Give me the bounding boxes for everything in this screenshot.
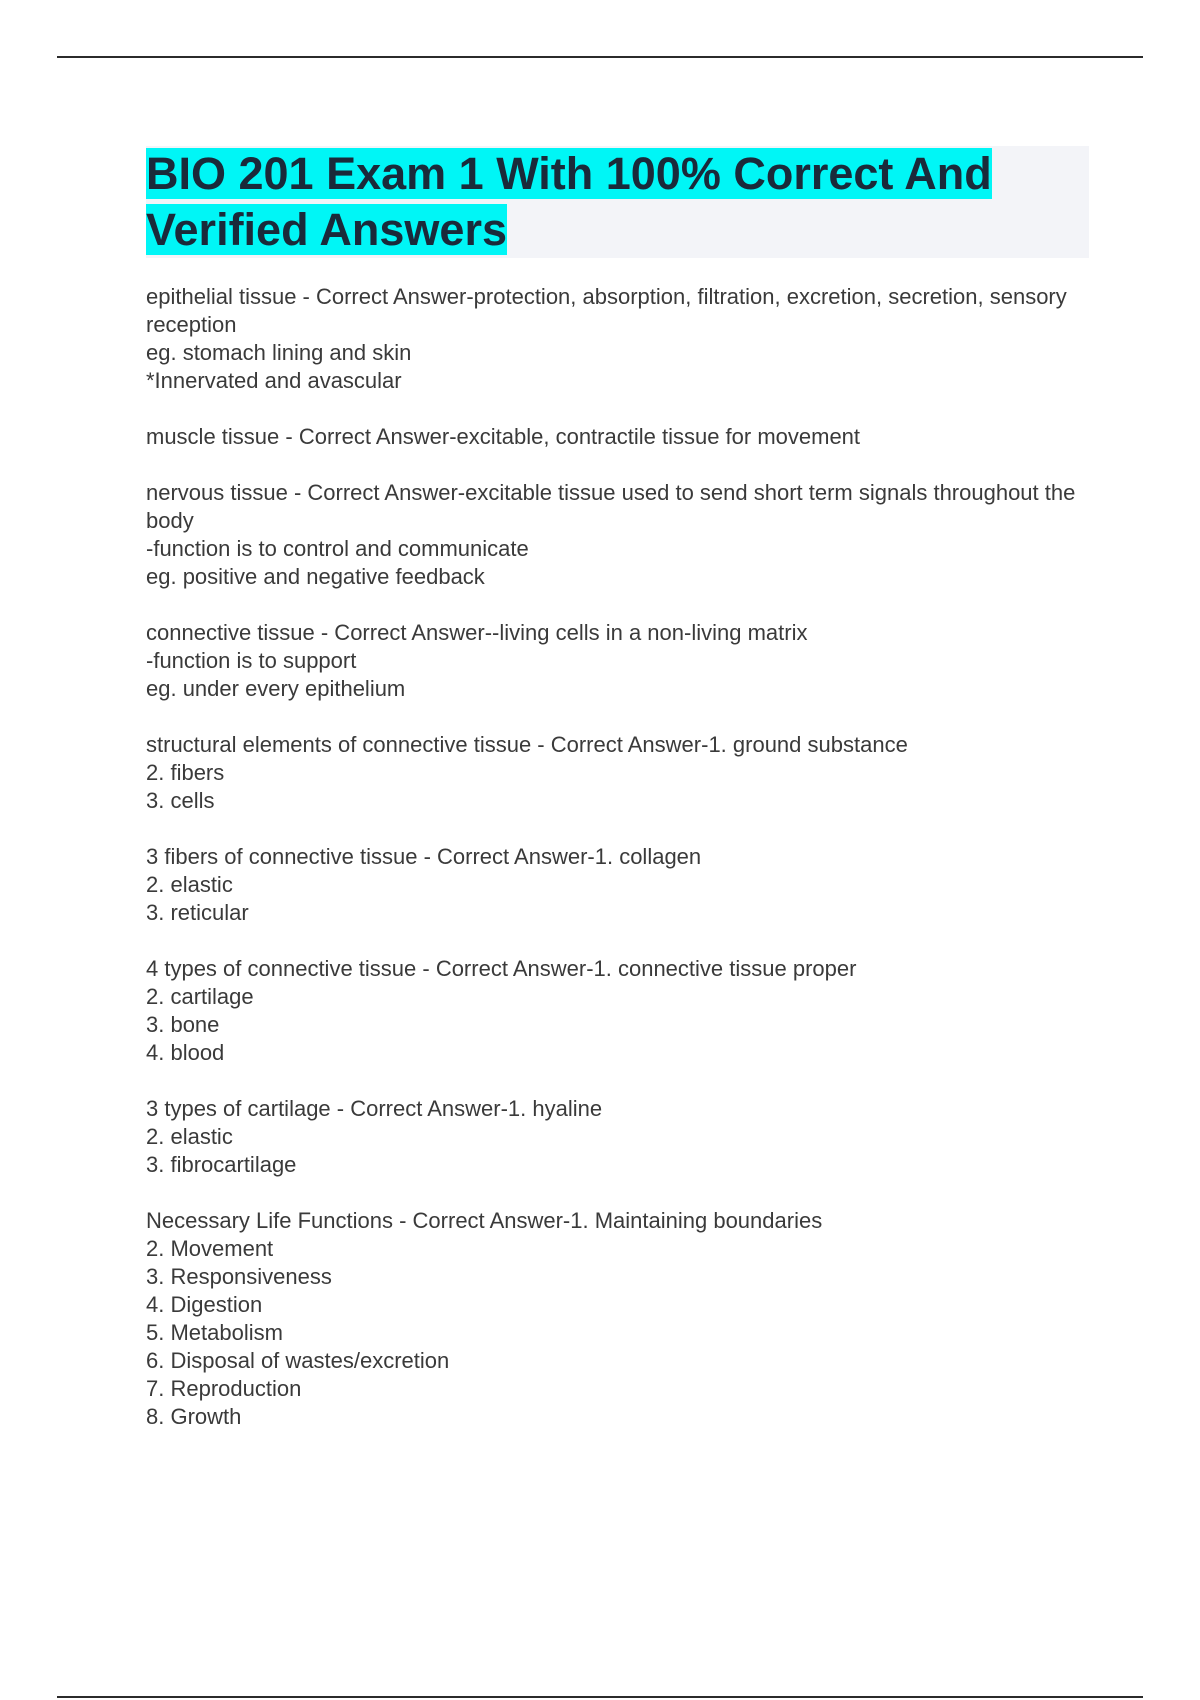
- entry-line: 2. cartilage: [146, 984, 254, 1009]
- entry-line: 7. Reproduction: [146, 1376, 302, 1401]
- entry-line: connective tissue - Correct Answer--living cells in a non-living matrix: [146, 620, 808, 645]
- entry-line: 4 types of connective tissue - Correct Answer-1. connective tissue proper: [146, 956, 857, 981]
- entry-epithelial-tissue: [146, 283, 1096, 395]
- entry-muscle-tissue: [146, 423, 1096, 451]
- entry-line: 3. reticular: [146, 900, 249, 925]
- entry-line: 8. Growth: [146, 1404, 242, 1429]
- entry-line: Necessary Life Functions - Correct Answer-1. Maintaining boundaries: [146, 1208, 823, 1233]
- entry-structural-elements: [146, 731, 1096, 815]
- entry-line: epithelial tissue - Correct Answer-protection, absorption, filtration, excretion, secretion, sensory reception: [146, 284, 1067, 337]
- document-title: [146, 146, 1089, 258]
- entry-life-functions: [146, 1207, 1096, 1431]
- entry-line: eg. stomach lining and skin: [146, 340, 412, 365]
- entry-line: *Innervated and avascular: [146, 368, 402, 393]
- header-rule: [57, 56, 1143, 58]
- entry-line: 3. cells: [146, 788, 215, 813]
- entry-line: -function is to support: [146, 648, 357, 673]
- entry-line: -function is to control and communicate: [146, 536, 529, 561]
- footer-rule: [57, 1696, 1143, 1698]
- entry-line: nervous tissue - Correct Answer-excitable tissue used to send short term signals throughout the body: [146, 480, 1076, 533]
- document-body: [146, 283, 1096, 1459]
- title-highlight: BIO 201 Exam 1 With 100% Correct And Verified Answers: [146, 148, 992, 255]
- entry-line: 3. fibrocartilage: [146, 1152, 297, 1177]
- title-block: [146, 146, 1089, 258]
- entry-line: muscle tissue - Correct Answer-excitable, contractile tissue for movement: [146, 424, 861, 449]
- entry-line: eg. under every epithelium: [146, 676, 406, 701]
- entry-line: 3 types of cartilage - Correct Answer-1. hyaline: [146, 1096, 603, 1121]
- entry-line: structural elements of connective tissue - Correct Answer-1. ground substance: [146, 732, 908, 757]
- entry-line: eg. positive and negative feedback: [146, 564, 485, 589]
- entry-line: 3. Responsiveness: [146, 1264, 332, 1289]
- entry-nervous-tissue: [146, 479, 1096, 591]
- entry-line: 2. Movement: [146, 1236, 274, 1261]
- entry-line: 2. elastic: [146, 1124, 233, 1149]
- entry-connective-types: [146, 955, 1096, 1067]
- entry-cartilage-types: [146, 1095, 1096, 1179]
- entry-line: 3 fibers of connective tissue - Correct Answer-1. collagen: [146, 844, 702, 869]
- entry-connective-tissue: [146, 619, 1096, 703]
- entry-connective-fibers: [146, 843, 1096, 927]
- entry-line: 6. Disposal of wastes/excretion: [146, 1348, 450, 1373]
- entry-line: 2. elastic: [146, 872, 233, 897]
- entry-line: 4. blood: [146, 1040, 225, 1065]
- entry-line: 3. bone: [146, 1012, 220, 1037]
- entry-line: 4. Digestion: [146, 1292, 263, 1317]
- entry-line: 5. Metabolism: [146, 1320, 283, 1345]
- entry-line: 2. fibers: [146, 760, 225, 785]
